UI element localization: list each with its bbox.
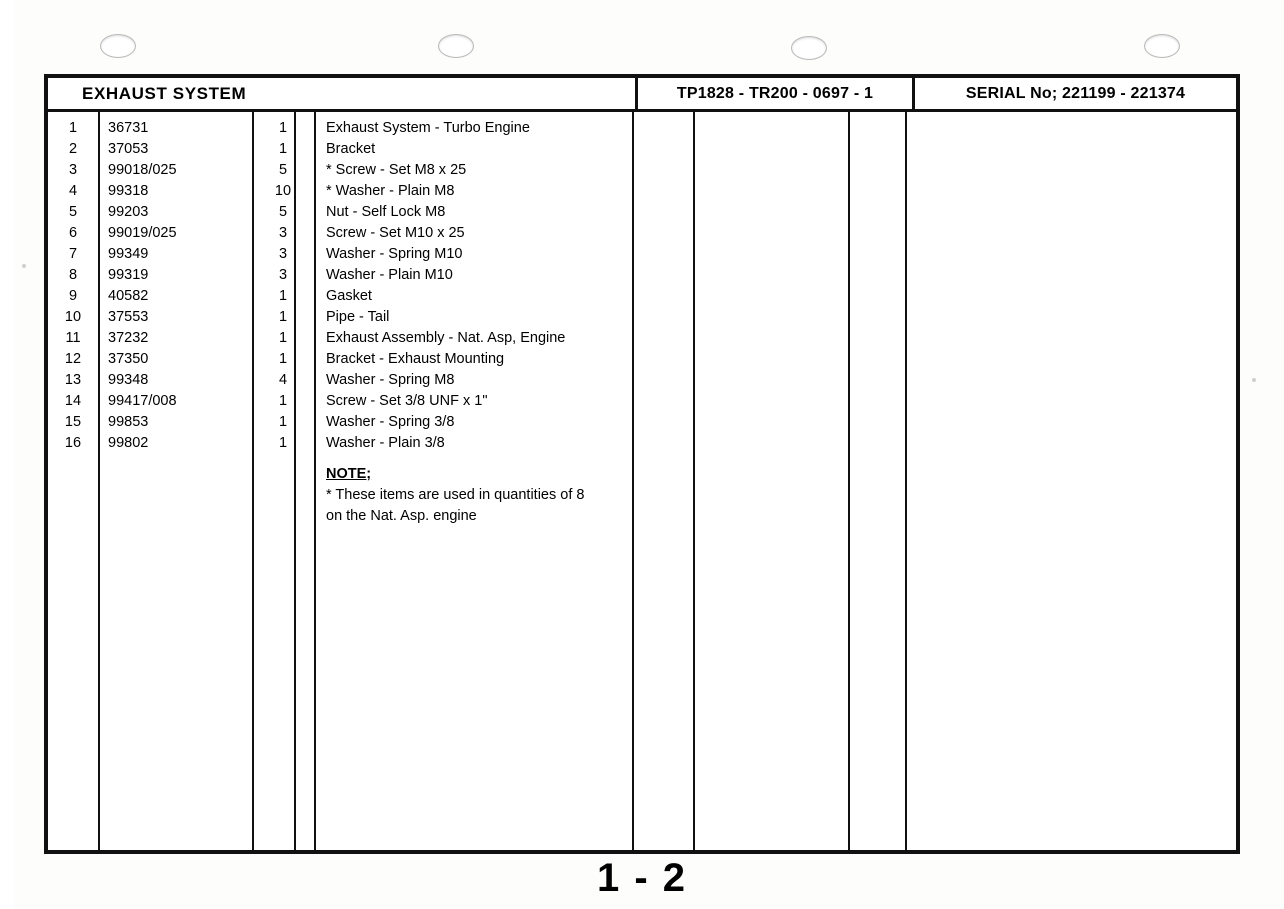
table-row: [48, 349, 632, 370]
item-number: 11: [65, 330, 81, 346]
table-row: [48, 412, 632, 433]
note-title: NOTE;: [326, 466, 372, 482]
parts-list-table: [44, 74, 1240, 854]
column-divider: [905, 112, 907, 850]
quantity: 1: [278, 141, 288, 157]
table-row: [48, 328, 632, 349]
punch-hole-icon: [791, 36, 827, 60]
description: * Screw - Set M8 x 25: [326, 162, 467, 178]
quantity: 1: [278, 120, 288, 136]
quantity: 1: [278, 393, 288, 409]
item-number: 10: [64, 309, 82, 325]
page-number: 1 - 2: [596, 856, 688, 900]
serial-range: SERIAL No; 221199 - 221374: [912, 78, 1236, 109]
item-number: 4: [68, 183, 78, 199]
page-title: EXHAUST SYSTEM: [82, 83, 247, 103]
item-number: 14: [64, 393, 82, 409]
item-number: 16: [64, 435, 82, 451]
item-number: 7: [68, 246, 78, 262]
quantity: 3: [278, 246, 288, 262]
description: Exhaust System - Turbo Engine: [326, 120, 530, 136]
quantity: 1: [278, 288, 288, 304]
item-number: 12: [64, 351, 82, 367]
table-row: [48, 391, 632, 412]
part-number: 37053: [108, 141, 149, 157]
item-number: 5: [68, 204, 78, 220]
part-number: 40582: [108, 288, 149, 304]
scan-speck: [1252, 378, 1256, 382]
document-reference: TP1828 - TR200 - 0697 - 1: [635, 78, 912, 109]
part-number: 99853: [108, 414, 149, 430]
description: * Washer - Plain M8: [326, 183, 455, 199]
description: Washer - Plain M10: [326, 267, 453, 283]
punch-hole-icon: [1144, 34, 1180, 58]
quantity: 3: [278, 225, 288, 241]
parts-rows: [48, 112, 632, 454]
punch-hole-icon: [100, 34, 136, 58]
table-row: [48, 370, 632, 391]
quantity: 10: [274, 183, 292, 199]
table-row: [48, 286, 632, 307]
table-row: [48, 307, 632, 328]
description: Gasket: [326, 288, 372, 304]
quantity: 4: [278, 372, 288, 388]
table-header: [48, 78, 1236, 112]
part-number: 99802: [108, 435, 149, 451]
table-row: [48, 139, 632, 160]
description: Bracket - Exhaust Mounting: [326, 351, 505, 367]
quantity: 1: [278, 435, 288, 451]
note-line-2: on the Nat. Asp. engine: [326, 508, 477, 524]
part-number: 99318: [108, 183, 149, 199]
description: Exhaust Assembly - Nat. Asp, Engine: [326, 330, 566, 346]
description: Screw - Set 3/8 UNF x 1": [326, 393, 488, 409]
punch-hole-icon: [438, 34, 474, 58]
table-row: [48, 265, 632, 286]
description: Washer - Plain 3/8: [326, 435, 445, 451]
description: Washer - Spring M10: [326, 246, 463, 262]
part-number: 99348: [108, 372, 149, 388]
part-number: 37232: [108, 330, 149, 346]
quantity: 1: [278, 309, 288, 325]
column-divider: [848, 112, 850, 850]
quantity: 5: [278, 162, 288, 178]
quantity: 3: [278, 267, 288, 283]
description: Nut - Self Lock M8: [326, 204, 446, 220]
quantity: 1: [278, 351, 288, 367]
description: Bracket: [326, 141, 376, 157]
part-number: 99203: [108, 204, 149, 220]
column-divider: [693, 112, 695, 850]
quantity: 1: [278, 414, 288, 430]
table-row: [48, 118, 632, 139]
item-number: 8: [68, 267, 78, 283]
table-body: [48, 112, 1236, 850]
quantity: 5: [278, 204, 288, 220]
part-number: 99349: [108, 246, 149, 262]
scan-speck: [22, 264, 26, 268]
part-number: 99019/025: [108, 225, 177, 241]
table-row: [48, 244, 632, 265]
table-row: [48, 433, 632, 454]
description: Washer - Spring 3/8: [326, 414, 455, 430]
description: Screw - Set M10 x 25: [326, 225, 465, 241]
item-number: 1: [68, 120, 78, 136]
item-number: 6: [68, 225, 78, 241]
page-left-margin: [0, 0, 14, 909]
table-row: [48, 160, 632, 181]
item-number: 2: [68, 141, 78, 157]
item-number: 3: [68, 162, 78, 178]
part-number: 37350: [108, 351, 149, 367]
table-row: [48, 181, 632, 202]
item-number: 9: [68, 288, 78, 304]
part-number: 37553: [108, 309, 149, 325]
part-number: 99417/008: [108, 393, 177, 409]
item-number: 15: [64, 414, 82, 430]
item-number: 13: [64, 372, 82, 388]
quantity: 1: [278, 330, 288, 346]
part-number: 99018/025: [108, 162, 177, 178]
description: Washer - Spring M8: [326, 372, 455, 388]
table-row: [48, 202, 632, 223]
note-line-1: * These items are used in quantities of 8: [326, 487, 585, 503]
part-number: 99319: [108, 267, 149, 283]
table-row: [48, 223, 632, 244]
note-block: [326, 464, 656, 527]
description: Pipe - Tail: [326, 309, 390, 325]
part-number: 36731: [108, 120, 149, 136]
